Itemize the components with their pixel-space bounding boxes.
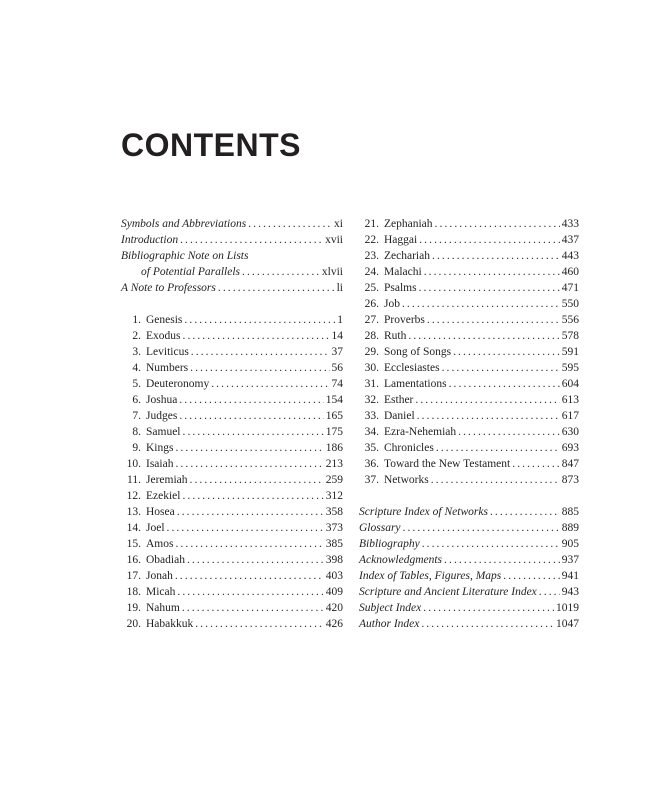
- toc-entry-page: 550: [561, 298, 579, 310]
- toc-entry-label: Hosea: [146, 506, 175, 518]
- chapter-number: 29.: [364, 346, 379, 358]
- toc-entry-label: Symbols and Abbreviations: [121, 218, 247, 230]
- toc-entry[interactable]: [359, 392, 579, 408]
- dot-leader: [195, 616, 323, 632]
- toc-entry-label: Esther: [384, 394, 414, 406]
- toc-entry-label: Malachi: [384, 266, 422, 278]
- chapter-number: 27.: [364, 314, 379, 326]
- page-title: CONTENTS: [121, 127, 301, 163]
- toc-entry-page: 591: [561, 346, 579, 358]
- toc-entry-label: Deuteronomy: [146, 378, 210, 390]
- toc-entry-page: 613: [561, 394, 579, 406]
- chapter-number: 36.: [364, 458, 379, 470]
- toc-entry-label: Toward the New Testament: [384, 458, 511, 470]
- toc-entry-page: 186: [325, 442, 343, 454]
- chapter-number: 1.: [132, 314, 141, 326]
- chapter-number: 17.: [126, 570, 141, 582]
- dot-leader: [408, 328, 559, 344]
- toc-entry-label: Samuel: [146, 426, 181, 438]
- toc-entry-symbols[interactable]: [121, 216, 343, 232]
- dot-leader: [436, 440, 560, 456]
- chapter-number: 18.: [126, 586, 141, 598]
- toc-entry[interactable]: [121, 408, 343, 424]
- chapter-number: 7.: [132, 410, 141, 422]
- dot-leader: [539, 584, 560, 600]
- dot-leader: [402, 296, 560, 312]
- toc-entry-label: Bibliographic Note on Lists: [121, 250, 249, 262]
- toc-entry[interactable]: [121, 440, 343, 456]
- toc-entry[interactable]: [121, 360, 343, 376]
- dot-leader: [190, 360, 329, 376]
- dot-leader: [190, 472, 324, 488]
- dot-leader: [211, 376, 329, 392]
- dot-leader: [442, 360, 560, 376]
- toc-entry-page: 154: [325, 394, 343, 406]
- toc-entry-label: Haggai: [384, 234, 418, 246]
- toc-entry-bibliographic-note-cont[interactable]: [121, 264, 343, 280]
- chapter-number: 13.: [126, 506, 141, 518]
- dot-leader: [444, 552, 560, 568]
- dot-leader: [503, 568, 559, 584]
- dot-leader: [187, 552, 324, 568]
- toc-entry-label: Habakkuk: [146, 618, 194, 630]
- dot-leader: [218, 280, 335, 296]
- toc-entry[interactable]: [359, 408, 579, 424]
- dot-leader: [175, 536, 323, 552]
- toc-entry-label: Introduction: [121, 234, 179, 246]
- toc-entry-page: 937: [561, 554, 579, 566]
- dot-leader: [177, 584, 323, 600]
- toc-entry[interactable]: [121, 472, 343, 488]
- toc-entry-page: 443: [561, 250, 579, 262]
- toc-entry-introduction[interactable]: [121, 232, 343, 248]
- spacer: [359, 488, 579, 504]
- toc-entry-label: Job: [384, 298, 400, 310]
- toc-entry[interactable]: [121, 616, 343, 632]
- toc-entry[interactable]: [359, 296, 579, 312]
- toc-entry-label: Proverbs: [384, 314, 425, 326]
- toc-entry-label: Lamentations: [384, 378, 447, 390]
- dot-leader: [453, 344, 560, 360]
- chapter-number: 19.: [126, 602, 141, 614]
- toc-entry[interactable]: [359, 600, 579, 616]
- dot-leader: [242, 264, 320, 280]
- toc-entry-label: Ezekiel: [146, 490, 181, 502]
- back-matter-list: [359, 504, 579, 632]
- toc-entry-page: 437: [561, 234, 579, 246]
- toc-entry-page: 847: [561, 458, 579, 470]
- toc-entry[interactable]: [359, 456, 579, 472]
- toc-entry-label: Ezra-Nehemiah: [384, 426, 457, 438]
- toc-entry[interactable]: [121, 424, 343, 440]
- toc-entry[interactable]: [359, 344, 579, 360]
- toc-entry-label: Subject Index: [359, 602, 422, 614]
- toc-entry[interactable]: [121, 536, 343, 552]
- toc-entry-label: Ruth: [384, 330, 407, 342]
- chapter-number: 3.: [132, 346, 141, 358]
- chapter-number: 23.: [364, 250, 379, 262]
- dot-leader: [179, 392, 323, 408]
- toc-entry[interactable]: [121, 488, 343, 504]
- toc-entry-page: 420: [325, 602, 343, 614]
- dot-leader: [421, 616, 554, 632]
- toc-entry[interactable]: [359, 568, 579, 584]
- toc-entry[interactable]: [359, 552, 579, 568]
- toc-entry[interactable]: [121, 328, 343, 344]
- dot-leader: [248, 216, 332, 232]
- chapter-number: 32.: [364, 394, 379, 406]
- toc-entry-page: 385: [325, 538, 343, 550]
- toc-entry[interactable]: [359, 616, 579, 632]
- dot-leader: [175, 456, 323, 472]
- toc-entry[interactable]: [121, 568, 343, 584]
- chapter-number: 15.: [126, 538, 141, 550]
- toc-entry[interactable]: [359, 472, 579, 488]
- toc-entry-page: xvii: [325, 234, 343, 246]
- toc-entry[interactable]: [359, 280, 579, 296]
- toc-entry-label: Zephaniah: [384, 218, 433, 230]
- chapter-number: 26.: [364, 298, 379, 310]
- toc-entry-page: 889: [561, 522, 579, 534]
- toc-entry-page: li: [336, 282, 343, 294]
- toc-entry[interactable]: [359, 584, 579, 600]
- toc-entry[interactable]: [121, 376, 343, 392]
- toc-entry-label: Joshua: [146, 394, 178, 406]
- toc-entry-page: 403: [325, 570, 343, 582]
- toc-entry-page: 1047: [556, 618, 579, 630]
- toc-entry[interactable]: [121, 504, 343, 520]
- toc-entry-page: 943: [561, 586, 579, 598]
- toc-entry-page: 165: [325, 410, 343, 422]
- chapter-number: 10.: [126, 458, 141, 470]
- chapter-number: 16.: [126, 554, 141, 566]
- toc-entry-page: 312: [325, 490, 343, 502]
- toc-entry-page: xlvii: [321, 266, 343, 278]
- chapter-number: 5.: [132, 378, 141, 390]
- toc-entry-label: Joel: [146, 522, 165, 534]
- spacer: [121, 296, 343, 312]
- chapter-number: 9.: [132, 442, 141, 454]
- toc-entry[interactable]: [359, 424, 579, 440]
- toc-entry[interactable]: [359, 536, 579, 552]
- toc-entry-label: Acknowledgments: [359, 554, 443, 566]
- dot-leader: [423, 600, 554, 616]
- chapter-number: 34.: [364, 426, 379, 438]
- toc-entry-page: 175: [325, 426, 343, 438]
- chapter-number: 6.: [132, 394, 141, 406]
- toc-entry-page: 37: [331, 346, 343, 358]
- toc-entry[interactable]: [359, 440, 579, 456]
- toc-entry-label: Leviticus: [146, 346, 189, 358]
- dot-leader: [490, 504, 560, 520]
- toc-entry-page: xi: [334, 218, 343, 230]
- dot-leader: [435, 216, 560, 232]
- dot-leader: [424, 264, 560, 280]
- toc-entry-page: 358: [325, 506, 343, 518]
- dot-leader: [512, 456, 560, 472]
- toc-entry-label: A Note to Professors: [121, 282, 216, 294]
- toc-entry-page: 1019: [556, 602, 579, 614]
- toc-entry-page: 433: [561, 218, 579, 230]
- toc-entry-page: 617: [561, 410, 579, 422]
- toc-entry[interactable]: [121, 584, 343, 600]
- chapter-number: 25.: [364, 282, 379, 294]
- toc-entry[interactable]: [359, 520, 579, 536]
- chapter-number: 14.: [126, 522, 141, 534]
- chapter-number: 35.: [364, 442, 379, 454]
- toc-entry[interactable]: [359, 264, 579, 280]
- chapter-number: 8.: [132, 426, 141, 438]
- toc-entry-page: 426: [325, 618, 343, 630]
- toc-entry[interactable]: [121, 600, 343, 616]
- toc-entry-page: 471: [561, 282, 579, 294]
- chapter-number: 33.: [364, 410, 379, 422]
- toc-entry-page: 373: [325, 522, 343, 534]
- toc-entry[interactable]: [121, 312, 343, 328]
- dot-leader: [175, 440, 323, 456]
- toc-entry-page: 213: [325, 458, 343, 470]
- chapter-number: 30.: [364, 362, 379, 374]
- toc-entry-page: 873: [561, 474, 579, 486]
- toc-entry[interactable]: [359, 376, 579, 392]
- toc-entry-page: 56: [331, 362, 343, 374]
- toc-entry-label: Psalms: [384, 282, 417, 294]
- chapter-number: 12.: [126, 490, 141, 502]
- toc-entry-label: of Potential Parallels: [141, 266, 241, 278]
- toc-entry-page: 885: [561, 506, 579, 518]
- toc-entry-label: Jeremiah: [146, 474, 188, 486]
- dot-leader: [422, 536, 560, 552]
- toc-entry-page: 398: [325, 554, 343, 566]
- chapter-number: 24.: [364, 266, 379, 278]
- toc-entry-label: Nahum: [146, 602, 180, 614]
- toc-entry[interactable]: [359, 360, 579, 376]
- toc-entry-label: Jonah: [146, 570, 173, 582]
- dot-leader: [419, 280, 560, 296]
- chapter-number: 31.: [364, 378, 379, 390]
- dot-leader: [432, 248, 560, 264]
- toc-entry-label: Zechariah: [384, 250, 430, 262]
- toc-entry-page: 905: [561, 538, 579, 550]
- toc-entry[interactable]: [121, 392, 343, 408]
- dot-leader: [175, 568, 324, 584]
- dot-leader: [191, 344, 330, 360]
- toc-entry-label: Amos: [146, 538, 174, 550]
- toc-entry[interactable]: [359, 328, 579, 344]
- toc-entry-label: Genesis: [146, 314, 183, 326]
- dot-leader: [184, 312, 335, 328]
- toc-entry-label: Index of Tables, Figures, Maps: [359, 570, 502, 582]
- toc-entry-page: 941: [561, 570, 579, 582]
- toc-entry-page: 74: [331, 378, 343, 390]
- chapter-number: 21.: [364, 218, 379, 230]
- toc-entry-label: Judges: [146, 410, 178, 422]
- toc-entry-label: Song of Songs: [384, 346, 452, 358]
- toc-entry-page: 259: [325, 474, 343, 486]
- toc-entry[interactable]: [359, 216, 579, 232]
- toc-entry[interactable]: [359, 504, 579, 520]
- chapter-list-left: [121, 312, 343, 632]
- chapter-number: 2.: [132, 330, 141, 342]
- toc-entry[interactable]: [121, 456, 343, 472]
- dot-leader: [182, 600, 324, 616]
- chapter-number: 11.: [127, 474, 141, 486]
- toc-entry[interactable]: [359, 312, 579, 328]
- dot-leader: [449, 376, 560, 392]
- toc-left-column: [121, 216, 343, 632]
- toc-entry-label: Bibliography: [359, 538, 420, 550]
- dot-leader: [180, 232, 323, 248]
- toc-entry-page: 14: [331, 330, 343, 342]
- toc-entry-label: Author Index: [359, 618, 420, 630]
- toc-entry-page: 604: [561, 378, 579, 390]
- toc-entry-label: Exodus: [146, 330, 181, 342]
- dot-leader: [179, 408, 323, 424]
- toc-entry-page: 1: [337, 314, 343, 326]
- toc-entry-page: 630: [561, 426, 579, 438]
- toc-entry-label: Isaiah: [146, 458, 174, 470]
- chapter-list-right: [359, 216, 579, 488]
- toc-entry-label: Daniel: [384, 410, 415, 422]
- toc-entry-label: Networks: [384, 474, 429, 486]
- toc-entry-label: Glossary: [359, 522, 401, 534]
- toc-entry-label: Ecclesiastes: [384, 362, 440, 374]
- dot-leader: [177, 504, 324, 520]
- dot-leader: [403, 520, 560, 536]
- dot-leader: [419, 232, 560, 248]
- chapter-number: 22.: [364, 234, 379, 246]
- toc-entry-page: 578: [561, 330, 579, 342]
- dot-leader: [458, 424, 560, 440]
- toc-entry-label: Numbers: [146, 362, 189, 374]
- dot-leader: [182, 488, 323, 504]
- dot-leader: [415, 392, 559, 408]
- toc-entry-page: 556: [561, 314, 579, 326]
- chapter-number: 28.: [364, 330, 379, 342]
- chapter-number: 37.: [364, 474, 379, 486]
- toc-entry[interactable]: [121, 520, 343, 536]
- toc-entry-note-to-professors[interactable]: [121, 280, 343, 296]
- toc-entry[interactable]: [121, 344, 343, 360]
- chapter-number: 4.: [132, 362, 141, 374]
- dot-leader: [427, 312, 560, 328]
- toc-entry-page: 460: [561, 266, 579, 278]
- chapter-number: 20.: [126, 618, 141, 630]
- dot-leader: [183, 424, 324, 440]
- toc-entry[interactable]: [359, 232, 579, 248]
- toc-entry[interactable]: [121, 552, 343, 568]
- toc-entry-bibliographic-note[interactable]: [121, 248, 343, 264]
- dot-leader: [167, 520, 324, 536]
- toc-entry-label: Scripture and Ancient Literature Index: [359, 586, 537, 598]
- toc-entry-label: Kings: [146, 442, 174, 454]
- dot-leader: [431, 472, 560, 488]
- toc-entry-label: Obadiah: [146, 554, 185, 566]
- toc-right-column: [359, 216, 579, 632]
- toc-entry-page: 595: [561, 362, 579, 374]
- toc-entry[interactable]: [359, 248, 579, 264]
- toc-entry-page: 409: [325, 586, 343, 598]
- toc-entry-label: Chronicles: [384, 442, 434, 454]
- dot-leader: [183, 328, 330, 344]
- dot-leader: [417, 408, 560, 424]
- toc-entry-label: Scripture Index of Networks: [359, 506, 488, 518]
- toc-entry-label: Micah: [146, 586, 176, 598]
- toc-entry-page: 693: [561, 442, 579, 454]
